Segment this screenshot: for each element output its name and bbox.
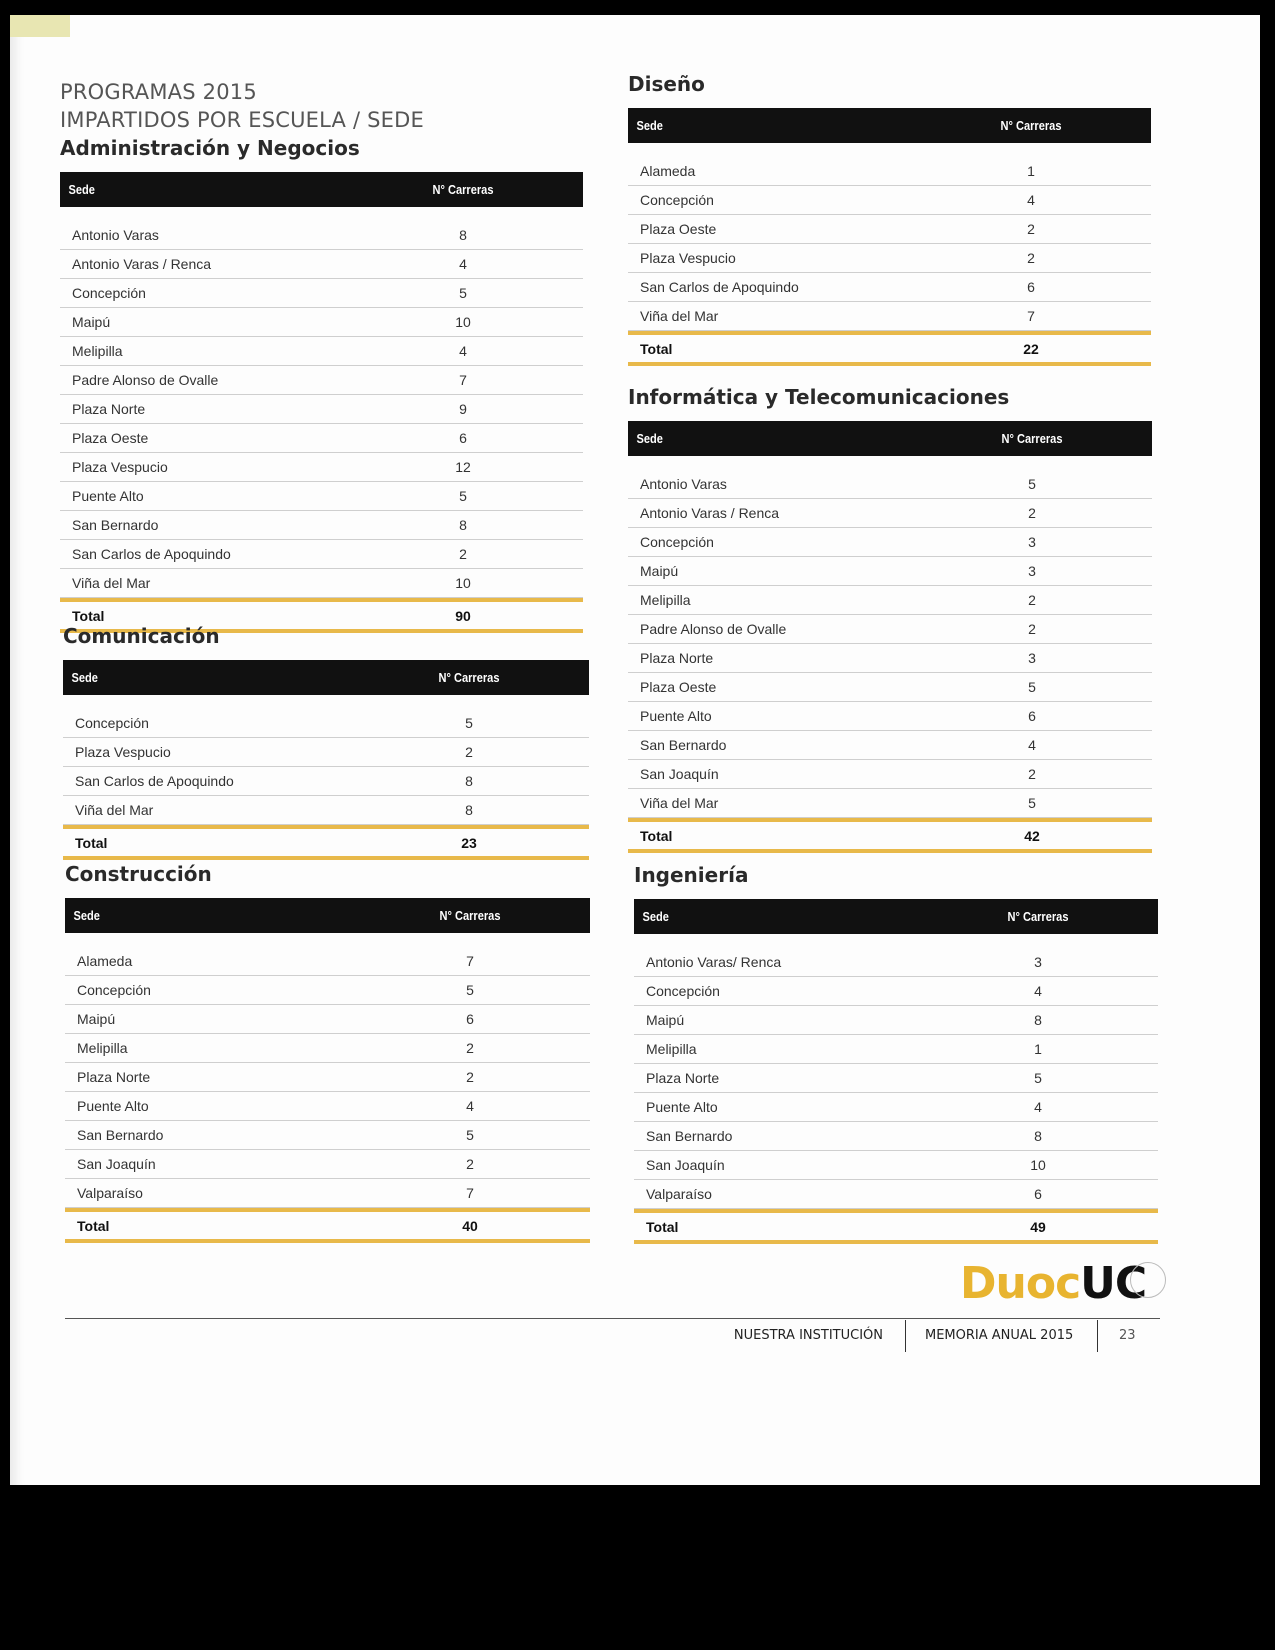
footer-section: NUESTRA INSTITUCIÓN xyxy=(733,1328,883,1343)
cell-carreras: 2 xyxy=(1028,766,1036,782)
table-header xyxy=(634,899,1158,934)
total-value: 49 xyxy=(1030,1218,1046,1235)
cell-carreras: 2 xyxy=(1027,221,1035,237)
cell-sede: Melipilla xyxy=(640,592,691,608)
table-row xyxy=(60,250,583,279)
table-row xyxy=(60,221,583,250)
cell-carreras: 4 xyxy=(459,256,467,272)
cell-sede: Melipilla xyxy=(72,343,123,359)
total-label: Total xyxy=(75,834,108,851)
cell-sede: Alameda xyxy=(77,953,133,969)
table-row xyxy=(60,308,583,337)
cell-carreras: 4 xyxy=(1028,737,1036,753)
cell-carreras: 5 xyxy=(466,1127,474,1143)
table-row xyxy=(63,738,589,767)
cell-sede: Puente Alto xyxy=(72,488,144,504)
cell-sede: Maipú xyxy=(72,314,111,330)
cell-carreras: 2 xyxy=(1028,505,1036,521)
cell-carreras: 2 xyxy=(459,546,467,562)
cell-carreras: 9 xyxy=(459,401,467,417)
cell-sede: Padre Alonso de Ovalle xyxy=(72,372,219,388)
cell-carreras: 2 xyxy=(466,1069,474,1085)
footer-separator xyxy=(905,1320,906,1352)
cell-carreras: 4 xyxy=(1034,1099,1042,1115)
table-body xyxy=(63,709,589,860)
table-row xyxy=(628,302,1151,331)
total-value: 22 xyxy=(1023,340,1039,357)
table-row xyxy=(63,796,589,825)
table-row xyxy=(65,1150,590,1179)
column-header-sede: Sede xyxy=(636,118,663,133)
cell-sede: San Carlos de Apoquindo xyxy=(72,546,231,562)
cell-sede: Valparaíso xyxy=(646,1186,712,1202)
cell-sede: Plaza Oeste xyxy=(72,430,149,446)
table-header xyxy=(63,660,589,695)
table-header xyxy=(65,898,590,933)
cell-sede: Viña del Mar xyxy=(72,575,151,591)
table-comunicacion xyxy=(63,620,589,860)
cell-carreras: 7 xyxy=(466,953,474,969)
cell-sede: Puente Alto xyxy=(77,1098,149,1114)
table-header xyxy=(628,108,1151,143)
cell-sede: Alameda xyxy=(640,163,696,179)
cell-sede: Viña del Mar xyxy=(75,802,154,818)
cell-sede: San Joaquín xyxy=(646,1157,725,1173)
section-heading: Ingeniería xyxy=(634,863,749,887)
cell-sede: San Joaquín xyxy=(77,1156,156,1172)
footer-page-number: 23 xyxy=(1119,1328,1136,1343)
table-row xyxy=(60,453,583,482)
table-row xyxy=(634,1180,1158,1209)
cell-sede: Plaza Oeste xyxy=(640,221,717,237)
scan-corner-mark xyxy=(10,15,70,37)
column-header-carreras: N° Carreras xyxy=(438,670,500,685)
cell-sede: Antonio Varas / Renca xyxy=(72,256,212,272)
footer xyxy=(65,1320,1160,1352)
cell-carreras: 7 xyxy=(459,372,467,388)
column-header-sede: Sede xyxy=(642,909,669,924)
total-label: Total xyxy=(72,607,105,624)
cell-carreras: 10 xyxy=(455,314,471,330)
table-row xyxy=(634,1122,1158,1151)
cell-carreras: 4 xyxy=(1027,192,1035,208)
table-row xyxy=(628,702,1152,731)
table-row xyxy=(628,557,1152,586)
cell-carreras: 5 xyxy=(466,982,474,998)
cell-sede: Plaza Norte xyxy=(72,401,146,417)
table-row xyxy=(65,976,590,1005)
table-row xyxy=(60,569,583,598)
total-row xyxy=(634,1209,1158,1244)
table-row xyxy=(628,644,1152,673)
cell-sede: Concepción xyxy=(646,983,720,999)
logo-seal-icon xyxy=(1130,1262,1166,1298)
cell-sede: Melipilla xyxy=(77,1040,128,1056)
table-row xyxy=(628,586,1152,615)
cell-carreras: 5 xyxy=(1028,679,1036,695)
table-row xyxy=(60,540,583,569)
page-title-line1: PROGRAMAS 2015 xyxy=(60,80,257,104)
table-row xyxy=(628,731,1152,760)
cell-carreras: 2 xyxy=(1027,250,1035,266)
cell-carreras: 6 xyxy=(1027,279,1035,295)
cell-carreras: 6 xyxy=(466,1011,474,1027)
table-row xyxy=(65,1179,590,1208)
cell-carreras: 1 xyxy=(1034,1041,1042,1057)
total-row xyxy=(65,1208,590,1243)
cell-sede: San Carlos de Apoquindo xyxy=(640,279,799,295)
total-value: 23 xyxy=(461,834,477,851)
column-header-sede: Sede xyxy=(636,431,663,446)
cell-sede: Valparaíso xyxy=(77,1185,143,1201)
cell-sede: Concepción xyxy=(640,192,714,208)
cell-sede: Plaza Norte xyxy=(640,650,714,666)
cell-carreras: 5 xyxy=(465,715,473,731)
section-heading: Informática y Telecomunicaciones xyxy=(628,385,1010,409)
cell-carreras: 4 xyxy=(466,1098,474,1114)
cell-carreras: 5 xyxy=(1028,795,1036,811)
table-row xyxy=(65,1121,590,1150)
cell-carreras: 8 xyxy=(1034,1128,1042,1144)
column-header-sede: Sede xyxy=(71,670,98,685)
cell-carreras: 4 xyxy=(1034,983,1042,999)
table-row xyxy=(634,948,1158,977)
table-row xyxy=(628,615,1152,644)
cell-carreras: 5 xyxy=(1028,476,1036,492)
column-header-sede: Sede xyxy=(68,182,95,197)
cell-carreras: 8 xyxy=(1034,1012,1042,1028)
cell-carreras: 8 xyxy=(465,773,473,789)
column-header-carreras: N° Carreras xyxy=(432,182,494,197)
cell-sede: Antonio Varas xyxy=(72,227,159,243)
cell-carreras: 3 xyxy=(1034,954,1042,970)
cell-carreras: 2 xyxy=(465,744,473,760)
table-row xyxy=(60,337,583,366)
cell-sede: Puente Alto xyxy=(640,708,712,724)
cell-carreras: 2 xyxy=(1028,621,1036,637)
cell-carreras: 10 xyxy=(1030,1157,1046,1173)
section-heading: Administración y Negocios xyxy=(60,136,360,160)
page-title xyxy=(60,78,424,134)
cell-sede: Antonio Varas xyxy=(640,476,727,492)
table-row xyxy=(628,273,1151,302)
table-row xyxy=(634,1093,1158,1122)
footer-divider xyxy=(65,1318,1160,1319)
table-row xyxy=(634,1064,1158,1093)
cell-sede: Viña del Mar xyxy=(640,795,719,811)
cell-carreras: 7 xyxy=(1027,308,1035,324)
table-row xyxy=(628,499,1152,528)
column-header-carreras: N° Carreras xyxy=(1000,118,1062,133)
cell-carreras: 3 xyxy=(1028,563,1036,579)
page-title-line2: IMPARTIDOS POR ESCUELA / SEDE xyxy=(60,108,424,132)
column-header-carreras: N° Carreras xyxy=(439,908,501,923)
total-value: 42 xyxy=(1024,827,1040,844)
table-row xyxy=(65,1063,590,1092)
cell-sede: Plaza Vespucio xyxy=(640,250,736,266)
cell-carreras: 1 xyxy=(1027,163,1035,179)
cell-sede: San Bernardo xyxy=(77,1127,164,1143)
table-row xyxy=(634,1035,1158,1064)
table-row xyxy=(628,186,1151,215)
cell-sede: Maipú xyxy=(646,1012,685,1028)
column-header-carreras: N° Carreras xyxy=(1007,909,1069,924)
cell-carreras: 3 xyxy=(1028,534,1036,550)
cell-carreras: 7 xyxy=(466,1185,474,1201)
table-body xyxy=(65,947,590,1243)
cell-sede: Maipú xyxy=(640,563,679,579)
table-row xyxy=(634,977,1158,1006)
cell-carreras: 5 xyxy=(459,285,467,301)
column-header-sede: Sede xyxy=(73,908,100,923)
logo-duoc: Duoc xyxy=(960,1258,1081,1309)
table-row xyxy=(628,470,1152,499)
total-label: Total xyxy=(640,340,673,357)
table-row xyxy=(60,424,583,453)
cell-sede: Concepción xyxy=(640,534,714,550)
table-row xyxy=(65,1005,590,1034)
cell-sede: Concepción xyxy=(72,285,146,301)
table-row xyxy=(65,947,590,976)
section-heading: Comunicación xyxy=(63,624,220,648)
table-row xyxy=(634,1151,1158,1180)
table-header xyxy=(60,172,583,207)
duocuc-logo xyxy=(960,1258,1146,1309)
cell-carreras: 6 xyxy=(459,430,467,446)
table-row xyxy=(628,244,1151,273)
total-row xyxy=(63,825,589,860)
total-value: 40 xyxy=(462,1217,478,1234)
cell-sede: Plaza Vespucio xyxy=(72,459,168,475)
cell-carreras: 4 xyxy=(459,343,467,359)
cell-sede: San Carlos de Apoquindo xyxy=(75,773,234,789)
footer-publication: MEMORIA ANUAL 2015 xyxy=(925,1328,1074,1343)
table-diseno xyxy=(628,68,1151,366)
table-body xyxy=(634,948,1158,1244)
cell-carreras: 10 xyxy=(455,575,471,591)
table-row xyxy=(628,157,1151,186)
table-row xyxy=(628,789,1152,818)
table-administracion xyxy=(60,132,583,633)
table-row xyxy=(634,1006,1158,1035)
cell-carreras: 8 xyxy=(459,517,467,533)
cell-sede: Padre Alonso de Ovalle xyxy=(640,621,787,637)
cell-sede: San Bernardo xyxy=(646,1128,733,1144)
cell-sede: Antonio Varas/ Renca xyxy=(646,954,782,970)
table-body xyxy=(60,221,583,633)
cell-carreras: 8 xyxy=(459,227,467,243)
table-row xyxy=(628,760,1152,789)
table-row xyxy=(60,366,583,395)
cell-carreras: 2 xyxy=(466,1156,474,1172)
table-row xyxy=(60,511,583,540)
total-row xyxy=(628,331,1151,366)
cell-carreras: 6 xyxy=(1034,1186,1042,1202)
table-construccion xyxy=(65,858,590,1243)
cell-sede: Plaza Vespucio xyxy=(75,744,171,760)
cell-carreras: 2 xyxy=(466,1040,474,1056)
total-value: 90 xyxy=(455,607,471,624)
total-label: Total xyxy=(640,827,673,844)
cell-carreras: 12 xyxy=(455,459,471,475)
table-row xyxy=(63,709,589,738)
table-body xyxy=(628,157,1151,366)
cell-sede: Viña del Mar xyxy=(640,308,719,324)
table-row xyxy=(60,279,583,308)
section-heading: Diseño xyxy=(628,72,705,96)
footer-separator xyxy=(1097,1320,1098,1352)
table-row xyxy=(63,767,589,796)
table-row xyxy=(60,395,583,424)
table-row xyxy=(60,482,583,511)
cell-sede: Plaza Norte xyxy=(646,1070,720,1086)
cell-sede: Maipú xyxy=(77,1011,116,1027)
table-row xyxy=(65,1092,590,1121)
cell-carreras: 6 xyxy=(1028,708,1036,724)
total-row xyxy=(628,818,1152,853)
table-body xyxy=(628,470,1152,853)
logo-uc: UC xyxy=(1080,1258,1147,1309)
total-label: Total xyxy=(646,1218,679,1235)
section-heading: Construcción xyxy=(65,862,212,886)
table-informatica xyxy=(628,381,1152,853)
cell-sede: Antonio Varas / Renca xyxy=(640,505,780,521)
cell-sede: San Bernardo xyxy=(72,517,159,533)
table-header xyxy=(628,421,1152,456)
table-row xyxy=(628,673,1152,702)
cell-carreras: 3 xyxy=(1028,650,1036,666)
cell-sede: Puente Alto xyxy=(646,1099,718,1115)
cell-carreras: 5 xyxy=(459,488,467,504)
cell-carreras: 5 xyxy=(1034,1070,1042,1086)
cell-carreras: 2 xyxy=(1028,592,1036,608)
cell-sede: Concepción xyxy=(77,982,151,998)
cell-sede: Concepción xyxy=(75,715,149,731)
table-row xyxy=(65,1034,590,1063)
cell-sede: Melipilla xyxy=(646,1041,697,1057)
cell-sede: Plaza Oeste xyxy=(640,679,717,695)
column-header-carreras: N° Carreras xyxy=(1001,431,1063,446)
cell-sede: San Bernardo xyxy=(640,737,727,753)
table-row xyxy=(628,528,1152,557)
total-label: Total xyxy=(77,1217,110,1234)
cell-sede: Plaza Norte xyxy=(77,1069,151,1085)
cell-carreras: 8 xyxy=(465,802,473,818)
table-row xyxy=(628,215,1151,244)
cell-sede: San Joaquín xyxy=(640,766,719,782)
table-ingenieria xyxy=(634,859,1158,1244)
